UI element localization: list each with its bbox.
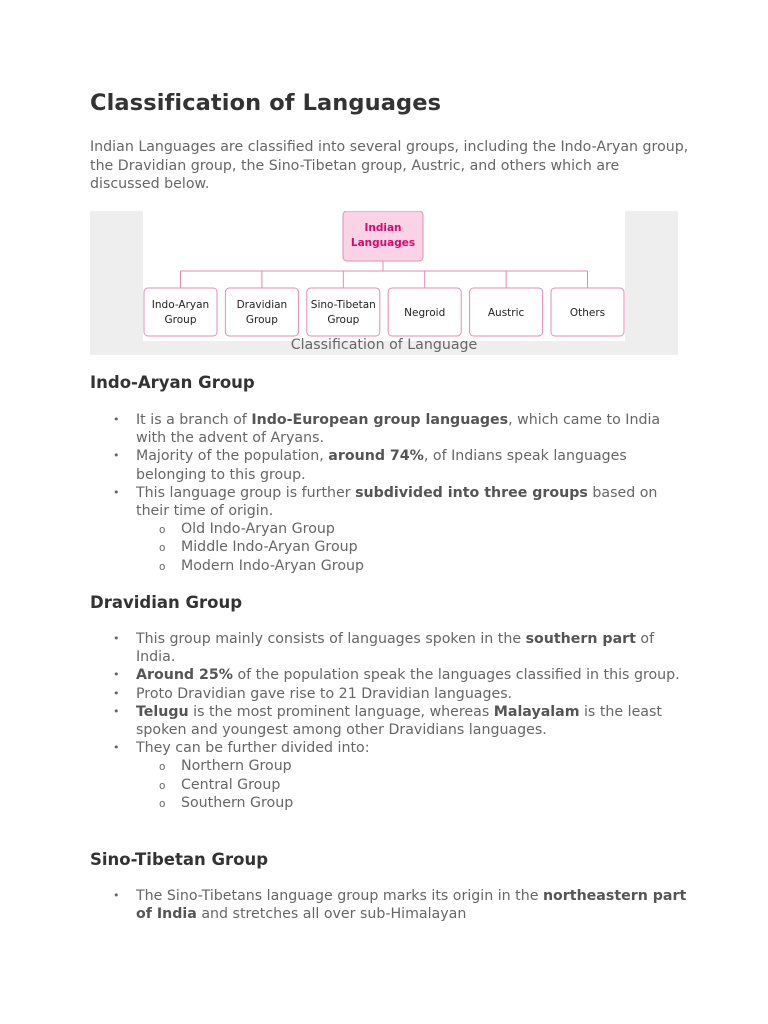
list-item — [90, 630, 690, 666]
child-node-label: Dravidian — [236, 299, 288, 311]
list-item-text: This group mainly consists of languages spoken in the — [136, 631, 526, 647]
section-list-dravidian — [90, 630, 690, 812]
list-item-text: is the least spoken and youngest among other Dravidians languages. — [136, 703, 662, 739]
root-node-box — [343, 211, 423, 261]
page-title: Classification of Languages — [90, 90, 442, 116]
list-item-text: , which came to India with the advent of Aryans. — [136, 412, 661, 447]
list-item — [90, 411, 690, 447]
section-heading-sino-tibetan: Sino-Tibetan Group — [90, 850, 269, 869]
list-item-text: of the population speak the languages classified in this group. — [232, 667, 680, 684]
root-node-label: Languages — [350, 237, 416, 249]
sub-list-item: o Northern Group — [136, 757, 690, 775]
bold-text: Around 25% — [136, 667, 233, 684]
classification-figure — [90, 211, 678, 355]
bold-text: subdivided into three groups — [355, 484, 588, 501]
child-node-label: Group — [245, 314, 278, 326]
list-item-text: based on their time of origin. — [136, 484, 658, 520]
child-node-box — [225, 288, 298, 336]
sub-list-item: o Old Indo-Aryan Group — [136, 520, 690, 538]
list-item-text: and stretches all over sub-Himalayan — [196, 906, 467, 923]
intro-paragraph: Indian Languages are classified into several groups, including the Indo-Aryan group, the Dravidian group, the Sino-Tibetan group, Austric, and others which are discussed below. — [90, 139, 689, 192]
figure-caption: Classification of Language — [290, 337, 478, 353]
classification-tree-diagram — [143, 211, 625, 341]
list-item-text: The Sino-Tibetans language group marks its origin in the — [136, 888, 543, 904]
bold-text: northeastern part of India — [136, 888, 687, 923]
section-list-indo-aryan — [90, 411, 690, 575]
list-item-text: They can be further divided into: — [136, 740, 370, 757]
list-item-text: Majority of the population, — [136, 448, 329, 465]
list-item — [90, 447, 690, 483]
sub-list — [136, 520, 690, 575]
list-item-text: Proto Dravidian gave rise to 21 Dravidian languages. — [136, 685, 513, 702]
child-node-label: Group — [164, 314, 197, 326]
child-node-box — [144, 288, 217, 336]
section-heading-indo-aryan: Indo-Aryan Group — [90, 373, 255, 392]
list-item — [90, 739, 690, 812]
section-list-sino-tibetan — [90, 887, 690, 923]
child-node-label: Group — [327, 314, 360, 326]
bold-text: Malayalam — [493, 703, 580, 720]
bold-text: southern part — [525, 631, 636, 647]
bold-text: Telugu — [136, 703, 189, 720]
list-item — [90, 887, 690, 923]
bold-text: around 74% — [328, 448, 424, 465]
root-node-label: Indian — [364, 222, 402, 234]
list-item-text: of India. — [136, 631, 655, 666]
section-heading-dravidian: Dravidian Group — [90, 593, 243, 612]
sub-list-item: o Middle Indo-Aryan Group — [136, 538, 690, 556]
bold-text: Indo-European group languages — [251, 412, 509, 428]
list-item — [90, 685, 690, 703]
list-item — [90, 484, 690, 575]
child-node-label: Negroid — [404, 307, 446, 319]
child-node-box — [307, 288, 380, 336]
sub-list — [136, 757, 690, 812]
child-node-label: Others — [569, 307, 606, 319]
list-item-text: This language group is further — [136, 484, 356, 501]
child-node-label: Indo-Aryan — [151, 299, 210, 311]
sub-list-item: o Modern Indo-Aryan Group — [136, 557, 690, 575]
list-item — [90, 666, 690, 684]
list-item — [90, 703, 690, 739]
list-item-text: is the most prominent language, whereas — [188, 703, 494, 720]
child-node-label: Austric — [487, 307, 525, 319]
list-item-text: , of Indians speak languages belonging to this group. — [136, 448, 627, 483]
child-node-label: Sino-Tibetan — [310, 299, 376, 311]
classification-diagram — [143, 211, 625, 341]
list-item-text: It is a branch of — [136, 412, 252, 428]
sub-list-item: o Southern Group — [136, 794, 690, 812]
sub-list-item: o Central Group — [136, 776, 690, 794]
